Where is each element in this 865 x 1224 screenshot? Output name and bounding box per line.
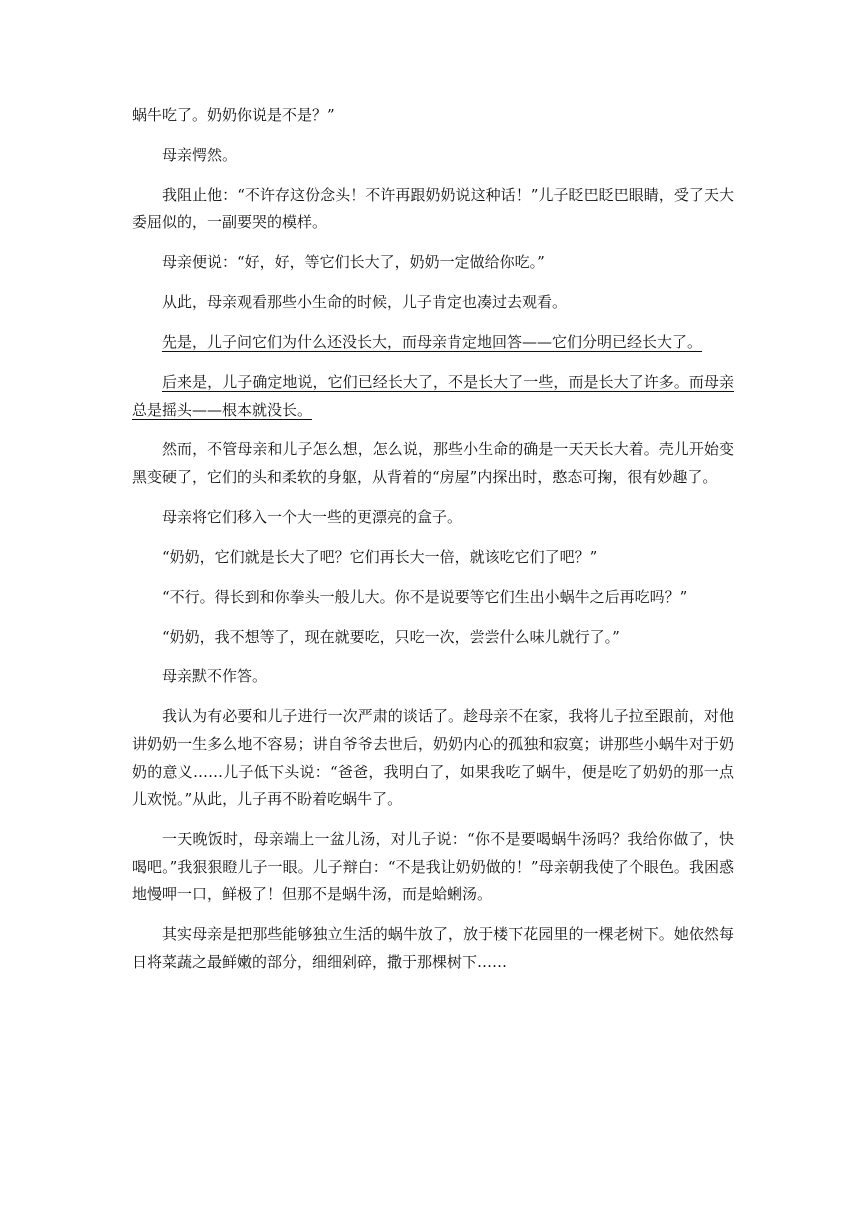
- story-text: [132, 102, 734, 976]
- paragraph-13: 母亲默不作答。: [162, 667, 268, 686]
- paragraph-15: 一天晚饭时，母亲端上一盆儿汤，对儿子说：“你不是要喝蜗牛汤吗？我给你做了，快喝吧。”我狠狠瞪儿子一眼。儿子辩白：“不是我让奶奶做的！”母亲朝我使了个眼色。我困惑地慢呷一口，鲜极了！但那不是蜗牛汤，而是蛤蜊汤。: [132, 830, 734, 904]
- paragraph-1: 蜗牛吃了。奶奶你说是不是？”: [132, 106, 335, 124]
- paragraph-9: 母亲将它们移入一个大一些的更漂亮的盒子。: [162, 507, 463, 526]
- paragraph-6-underlined: 先是，儿子问它们为什么还没长大，而母亲肯定地回答——它们分明已经长大了。: [162, 333, 703, 352]
- paragraph-16: 其实母亲是把那些能够独立生活的蜗牛放了，放于楼下花园里的一棵老树下。她依然每日将菜蔬之最鲜嫩的部分，细细剁碎，撒于那棵树下……: [132, 925, 734, 971]
- paragraph-5: 从此，母亲观看那些小生命的时候，儿子肯定也凑过去观看。: [162, 293, 568, 312]
- paragraph-10: “奶奶，它们就是长大了吧？它们再长大一倍，就该吃它们了吧？”: [162, 547, 598, 566]
- paragraph-8: 然而，不管母亲和儿子怎么想，怎么说，那些小生命的确是一天天长大着。壳儿开始变黑变硬了，它们的头和柔软的身躯，从背着的“房屋”内探出时，憨态可掬，很有妙趣了。: [132, 440, 734, 487]
- paragraph-2: 母亲愕然。: [162, 145, 238, 164]
- paragraph-4: 母亲便说：“好，好，等它们长大了，奶奶一定做给你吃。”: [162, 253, 545, 272]
- paragraph-3: 我阻止他：“不许存这份念头！不许再跟奶奶说这种话！”儿子眨巴眨巴眼睛，受了天大委屈似的，一副要哭的模样。: [132, 185, 734, 232]
- paragraph-14: 我认为有必要和儿子进行一次严肃的谈话了。趁母亲不在家，我将儿子拉至跟前，对他讲奶奶一生多么地不容易；讲自爷爷去世后，奶奶内心的孤独和寂寞；讲那些小蜗牛对于奶奶的意义……儿子低下头说：“爸爸，我明白了，如果我吃了蜗牛，便是吃了奶奶的那一点儿欢悦。”从此，儿子再不盼着吃蜗牛了。: [132, 707, 734, 809]
- paragraph-11: “不行。得长到和你拳头一般儿大。你不是说要等它们生出小蜗牛之后再吃吗？”: [162, 587, 688, 606]
- paragraph-7-underlined: 后来是，儿子确定地说，它们已经长大了，不是长大了一些，而是长大了许多。而母亲总是摇头——根本就没长。: [132, 372, 734, 419]
- paragraph-12: “奶奶，我不想等了，现在就要吃，只吃一次，尝尝什么味儿就行了。”: [162, 627, 620, 646]
